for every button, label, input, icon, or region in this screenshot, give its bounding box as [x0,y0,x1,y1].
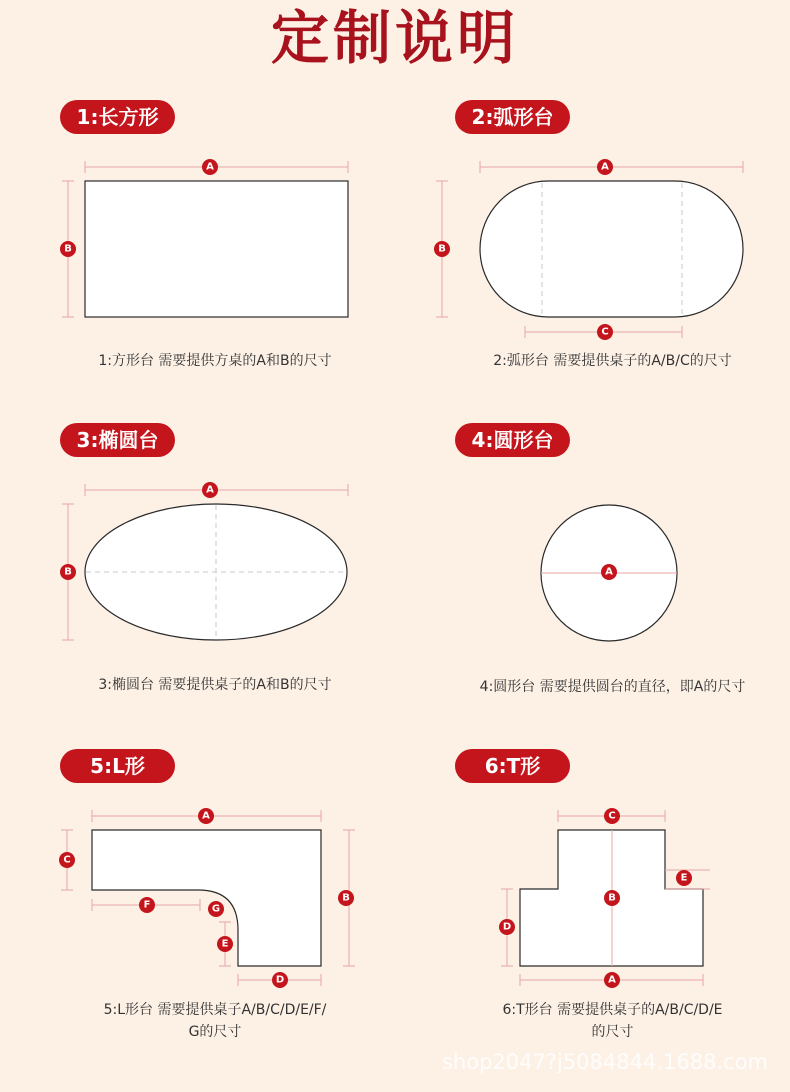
svg-text:C: C [601,326,609,338]
caption-t-shape-line-1: 6:T形台 需要提供桌子的A/B/C/D/E [502,1002,723,1018]
svg-text:C: C [608,810,616,822]
svg-text:A: A [206,161,214,173]
svg-text:B: B [608,892,616,904]
badge-t-shape: 6:T形 [455,749,570,783]
svg-text:B: B [438,243,446,255]
page-title: 定制说明 [270,4,519,72]
l-shape-diagram [59,808,355,988]
marker-e [676,870,692,886]
svg-text:A: A [601,161,609,173]
svg-text:A: A [202,810,210,822]
arc-table-diagram [434,159,743,340]
marker-e [217,936,233,952]
marker-g [208,901,224,917]
marker-b [60,564,76,580]
caption-oval-table: 3:椭圆台 需要提供桌子的A和B的尺寸 [98,677,332,693]
marker-a [202,159,218,175]
marker-b [60,241,76,257]
svg-text:A: A [608,974,616,986]
caption-round-table: 4:圆形台 需要提供圆台的直径，即A的尺寸 [479,679,746,695]
marker-b [604,890,620,906]
caption-t-shape-line-2: 的尺寸 [591,1024,634,1040]
svg-text:F: F [143,899,151,911]
marker-c [597,324,613,340]
caption-l-shape-line-2: G的尺寸 [188,1024,242,1040]
marker-c [604,808,620,824]
svg-text:E: E [221,938,229,950]
marker-a [597,159,613,175]
badge-oval-table: 3:椭圆台 [60,423,175,457]
badge-rectangle: 1:长方形 [60,100,175,134]
svg-text:A: A [206,484,214,496]
svg-text:B: B [64,243,72,255]
badge-round-table: 4:圆形台 [455,423,570,457]
svg-text:A: A [605,566,613,578]
caption-l-shape-line-1: 5:L形台 需要提供桌子A/B/C/D/E/F/ [103,1002,327,1018]
marker-b [338,890,354,906]
marker-a [202,482,218,498]
watermark: shop2047?j5084844.1688.com [441,1050,768,1074]
svg-text:B: B [64,566,72,578]
arc-table-shape [480,181,743,317]
svg-text:E: E [680,872,688,884]
marker-b [434,241,450,257]
oval-table-diagram [60,482,348,640]
marker-f [139,897,155,913]
marker-a [601,564,617,580]
marker-a [198,808,214,824]
l-shape-table [92,830,321,966]
badge-l-shape: 5:L形 [60,749,175,783]
t-shape-diagram [499,808,710,988]
svg-text:B: B [342,892,350,904]
marker-a [604,972,620,988]
rectangle-shape [85,181,348,317]
rectangle-diagram [60,159,348,317]
svg-text:G: G [211,903,221,915]
svg-text:C: C [63,854,71,866]
svg-text:D: D [275,974,285,986]
caption-rectangle: 1:方形台 需要提供方桌的A和B的尺寸 [98,353,332,369]
round-table-diagram [541,505,677,641]
marker-c [59,852,75,868]
caption-arc-table: 2:弧形台 需要提供桌子的A/B/C的尺寸 [493,353,732,369]
badge-arc-table: 2:弧形台 [455,100,570,134]
svg-text:D: D [502,921,512,933]
marker-d [272,972,288,988]
marker-d [499,919,515,935]
